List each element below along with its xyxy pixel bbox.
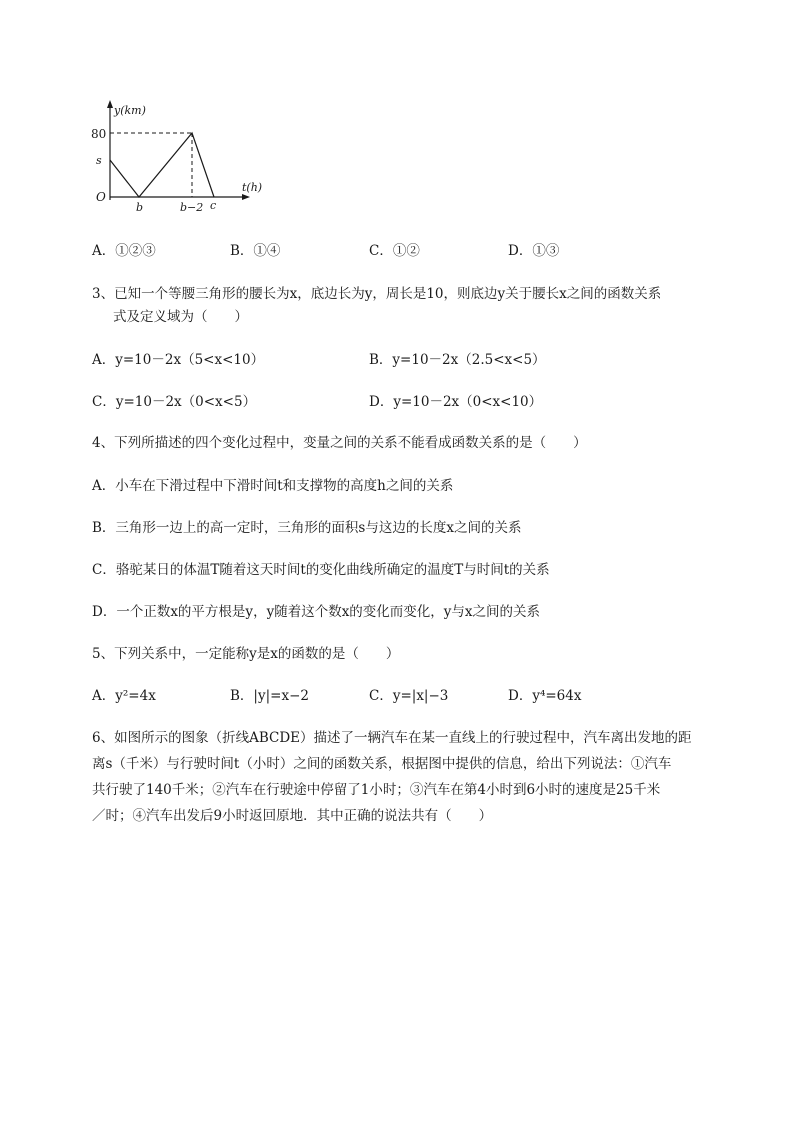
x-axis-arrow — [242, 194, 250, 200]
q3-option-d: D．y=10－2x（0<x<10） — [369, 394, 543, 410]
x-tick-b: b — [136, 201, 144, 214]
q4-option-a: A．小车在下滑过程中下滑时间t和支撑物的高度h之间的关系 — [92, 478, 454, 494]
q2-option-d: D．①③ — [508, 243, 560, 259]
q5-option-b: B．|y|=x−2 — [230, 688, 309, 704]
distance-time-graph — [88, 96, 278, 216]
q5-option-d: D．y⁴=64x — [508, 688, 582, 704]
q2-option-b: B．①④ — [230, 243, 281, 259]
q3-option-c: C．y=10－2x（0<x<5） — [92, 394, 257, 410]
q5-option-a: A．y²=4x — [92, 688, 156, 704]
x-tick-b2: b−2 — [180, 201, 204, 214]
y-axis-arrow — [107, 100, 113, 108]
graph-polyline — [110, 133, 214, 197]
q3-option-a: A．y=10－2x（5<x<10） — [92, 352, 265, 368]
q6-line2: 离s（千米）与行驶时间t（小时）之间的函数关系，根据图中提供的信息，给出下列说法：①汽车 — [92, 756, 672, 772]
q5-stem: 5、下列关系中，一定能称y是x的函数的是（ ） — [92, 646, 400, 662]
x-tick-c: c — [210, 199, 217, 212]
y-axis-label: y(km) — [114, 104, 146, 117]
q5-option-c: C．y=|x|−3 — [369, 688, 449, 704]
q2-option-a: A．①②③ — [92, 243, 156, 259]
q6-line4: ／时；④汽车出发后9小时返回原地．其中正确的说法共有（ ） — [92, 808, 493, 824]
q3-stem-line1: 3、已知一个等腰三角形的腰长为x，底边长为y，周长是10，则底边y关于腰长x之间的函数关系 — [92, 286, 662, 302]
q4-option-b: B．三角形一边上的高一定时，三角形的面积s与这边的长度x之间的关系 — [92, 520, 522, 536]
q2-option-c: C．①② — [369, 243, 420, 259]
q4-option-d: D．一个正数x的平方根是y，y随着这个数x的变化而变化，y与x之间的关系 — [92, 604, 541, 620]
q6-line3: 共行驶了140千米；②汽车在行驶途中停留了1小时；③汽车在第4小时到6小时的速度是25千米 — [92, 782, 661, 798]
y-tick-80: 80 — [91, 127, 107, 141]
q3-stem-line2: 式及定义域为（ ） — [113, 309, 248, 325]
origin-label: O — [96, 190, 106, 204]
x-axis-label: t(h) — [242, 181, 263, 194]
y-tick-s: s — [96, 154, 102, 167]
q6-line1: 6、如图所示的图象（折线ABCDE）描述了一辆汽车在某一直线上的行驶过程中，汽车离出发地的距 — [92, 730, 692, 746]
q4-stem: 4、下列所描述的四个变化过程中，变量之间的关系不能看成函数关系的是（ ） — [92, 435, 587, 451]
q3-option-b: B．y=10－2x（2.5<x<5） — [369, 352, 546, 368]
q4-option-c: C．骆驼某日的体温T随着这天时间t的变化曲线所确定的温度T与时间t的关系 — [92, 562, 550, 578]
